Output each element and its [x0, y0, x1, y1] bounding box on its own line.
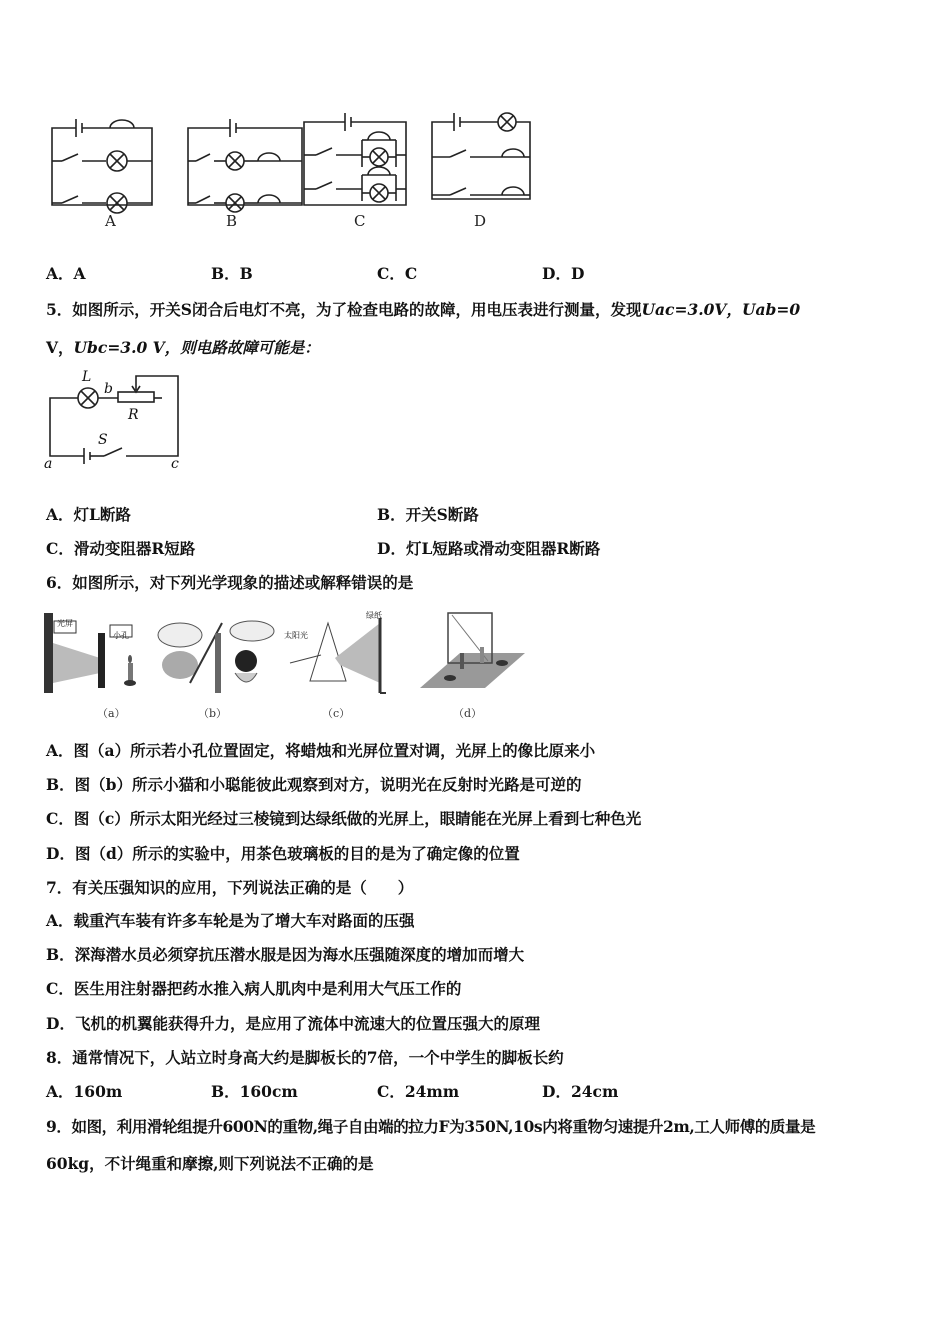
q5-ubc: Ubc=3.0 V，则电路故障可能是：	[73, 338, 320, 357]
q7-option-b[interactable]: B．深海潜水员必须穿抗压潜水服是因为海水压强随深度的增加而增大	[46, 945, 525, 964]
figure-a-caption: （a）	[97, 707, 126, 720]
q9-stem-line2: 60kg，不计绳重和摩擦,则下列说法不正确的是	[46, 1154, 374, 1173]
q5-option-d[interactable]: D．灯L短路或滑动变阻器R断路	[377, 539, 601, 558]
fig-a-label-screen: 光屏	[57, 619, 73, 628]
q7-option-c[interactable]: C．医生用注射器把药水推入病人肌肉中是利用大气压工作的	[46, 979, 462, 998]
q5-uab: Uab=0	[741, 300, 801, 319]
q5-label-S: S	[98, 432, 108, 448]
q4-option-c[interactable]: C．C	[377, 264, 418, 283]
figure-b	[158, 621, 274, 693]
circuit-c-label: C	[354, 212, 366, 230]
q9-stem-line1: 9．如图，利用滑轮组提升600N的重物,绳子自由端的拉力F为350N,10s内将重物匀速提升2m,工人师傅的质量是	[46, 1117, 816, 1136]
q6-option-a[interactable]: A．图（a）所示若小孔位置固定，将蜡烛和光屏位置对调，光屏上的像比原来小	[46, 741, 596, 760]
fig-c-label-sun: 太阳光	[284, 631, 308, 640]
fig-c-label-paper: 绿纸	[366, 611, 382, 620]
q8-option-a[interactable]: A．160m	[46, 1082, 123, 1101]
q5-option-b[interactable]: B．开关S断路	[377, 505, 479, 524]
figure-c-caption: （c）	[322, 707, 351, 720]
circuit-b-label: B	[226, 212, 238, 230]
circuit-a-label: A	[105, 212, 116, 230]
q5-option-c[interactable]: C．滑动变阻器R短路	[46, 539, 196, 558]
q8-option-d[interactable]: D．24cm	[542, 1082, 619, 1101]
q8-stem: 8．通常情况下，人站立时身高大约是脚板长的7倍，一个中学生的脚板长约	[46, 1048, 564, 1067]
q4-option-d[interactable]: D．D	[542, 264, 585, 283]
q5-label-b: b	[104, 381, 113, 397]
q7-stem: 7．有关压强知识的应用，下列说法正确的是（ ）	[46, 878, 414, 897]
q5-label-R: R	[128, 407, 139, 423]
q6-optics-figures	[40, 603, 530, 703]
fig-a-label-hole: 小孔	[113, 631, 129, 640]
q6-option-b[interactable]: B．图（b）所示小猫和小聪能彼此观察到对方，说明光在反射时光路是可逆的	[46, 775, 582, 794]
q5-uac: Uac=3.0V，	[641, 300, 742, 319]
figure-d	[420, 613, 525, 688]
q4-option-a[interactable]: A．A	[46, 264, 86, 283]
q7-option-a[interactable]: A．载重汽车装有许多车轮是为了增大车对路面的压强	[46, 911, 415, 930]
q6-option-d[interactable]: D．图（d）所示的实验中，用茶色玻璃板的目的是为了确定像的位置	[46, 844, 520, 863]
figure-b-caption: （b）	[198, 707, 228, 720]
circuit-c	[304, 113, 406, 205]
q4-option-b[interactable]: B．B	[211, 264, 253, 283]
q5-label-c: c	[171, 456, 179, 472]
q8-option-b[interactable]: B．160cm	[211, 1082, 298, 1101]
q5-label-L: L	[82, 369, 92, 385]
q5-option-a[interactable]: A．灯L断路	[46, 505, 131, 524]
q8-option-c[interactable]: C．24mm	[377, 1082, 460, 1101]
q6-stem: 6．如图所示，对下列光学现象的描述或解释错误的是	[46, 573, 414, 592]
figure-d-caption: （d）	[453, 707, 483, 720]
circuit-d	[432, 113, 530, 199]
circuit-d-label: D	[474, 212, 487, 230]
q5-stem-line2: V，Ubc=3.0 V，则电路故障可能是：	[46, 338, 320, 357]
q6-option-c[interactable]: C．图（c）所示太阳光经过三棱镜到达绿纸做的光屏上，眼睛能在光屏上看到七种色光	[46, 809, 642, 828]
circuit-a	[52, 119, 152, 213]
q5-stem-line1: 5．如图所示，开关S闭合后电灯不亮，为了检查电路的故障，用电压表进行测量，发现Uac=3.0V，Uab=0	[46, 300, 801, 319]
q5-label-a: a	[44, 456, 53, 472]
circuit-b	[188, 119, 302, 212]
q7-option-d[interactable]: D．飞机的机翼能获得升力，是应用了流体中流速大的位置压强大的原理	[46, 1014, 540, 1033]
